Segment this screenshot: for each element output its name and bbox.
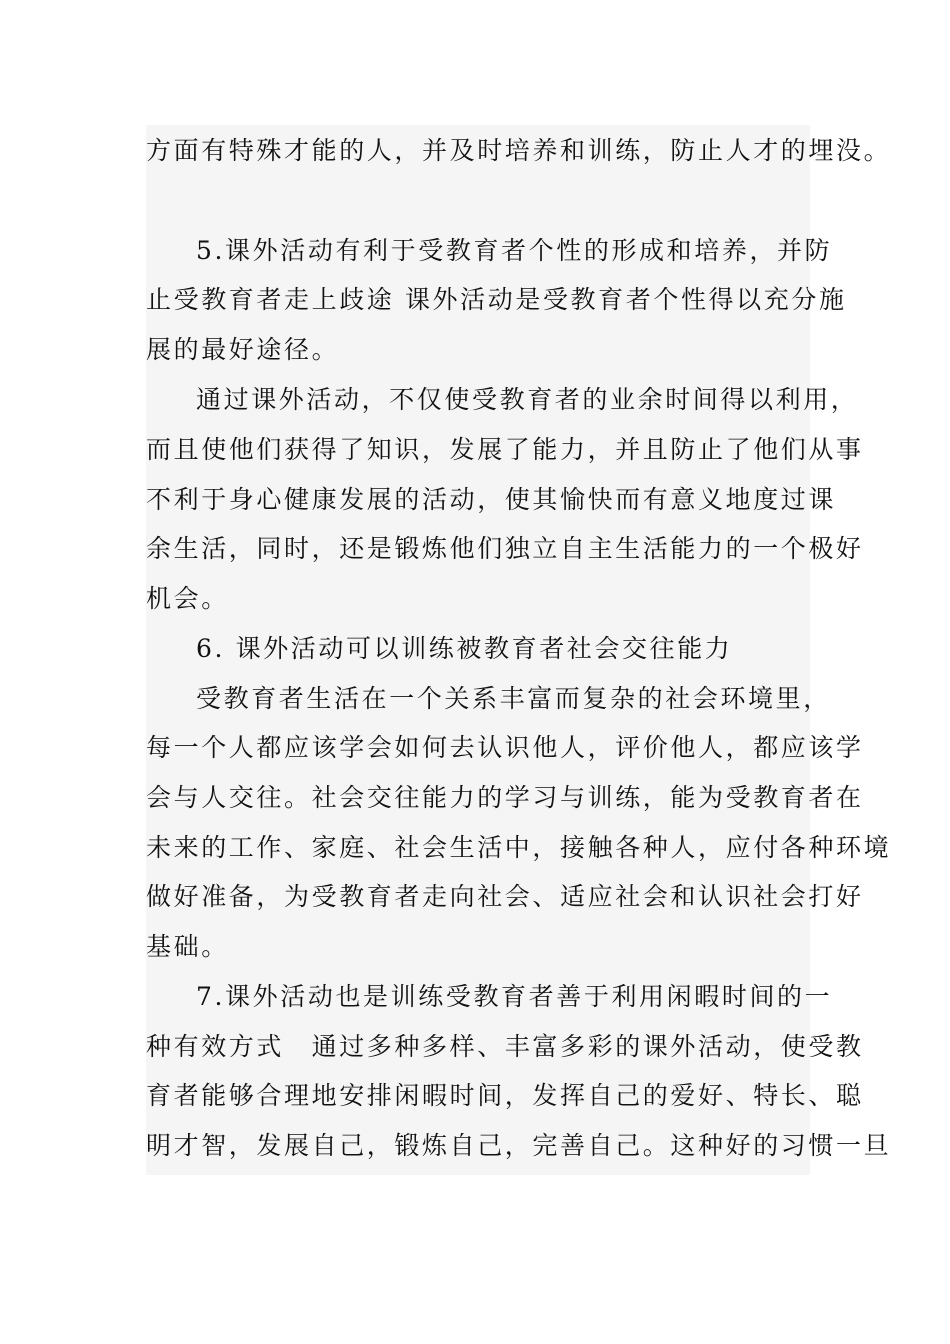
text-line: 通过课外活动，不仅使受教育者的业余时间得以利用， bbox=[196, 385, 859, 414]
text-line: 会与人交往。社会交往能力的学习与训练，能为受教育者在 bbox=[146, 783, 864, 812]
text-line: 机会。 bbox=[146, 584, 229, 613]
text-line: 余生活，同时，还是锻炼他们独立自主生活能力的一个极好 bbox=[146, 534, 864, 563]
text-line: 不利于身心健康发展的活动，使其愉快而有意义地度过课 bbox=[146, 485, 837, 514]
text-line: 育者能够合理地安排闲暇时间，发挥自己的爱好、特长、聪 bbox=[146, 1081, 864, 1110]
section-heading: 6. 课外活动可以训练被教育者社会交往能力 bbox=[196, 634, 733, 663]
text-line: 种有效方式 通过多种多样、丰富多彩的课外活动，使受教 bbox=[146, 1032, 864, 1061]
text-line: 基础。 bbox=[146, 932, 229, 961]
text-line: 做好准备，为受教育者走向社会、适应社会和认识社会打好 bbox=[146, 882, 864, 911]
text-line: 展的最好途径。 bbox=[146, 335, 340, 364]
text-line: 明才智，发展自己，锻炼自己，完善自己。这种好的习惯一旦 bbox=[146, 1131, 892, 1160]
text-line: 未来的工作、家庭、社会生活中，接触各种人，应付各种环境 bbox=[146, 833, 892, 862]
text-line: 方面有特殊才能的人，并及时培养和训练，防止人才的埋没。 bbox=[146, 136, 892, 165]
text-line: 受教育者生活在一个关系丰富而复杂的社会环境里， bbox=[196, 684, 831, 713]
text-line: 5.课外活动有利于受教育者个性的形成和培养，并防 bbox=[196, 236, 833, 265]
text-line: 每一个人都应该学会如何去认识他人，评价他人，都应该学 bbox=[146, 733, 864, 762]
text-line: 7.课外活动也是训练受教育者善于利用闲暇时间的一 bbox=[196, 982, 833, 1011]
text-line: 而且使他们获得了知识，发展了能力，并且防止了他们从事 bbox=[146, 435, 864, 464]
text-line: 止受教育者走上歧途 课外活动是受教育者个性得以充分施 bbox=[146, 285, 847, 314]
